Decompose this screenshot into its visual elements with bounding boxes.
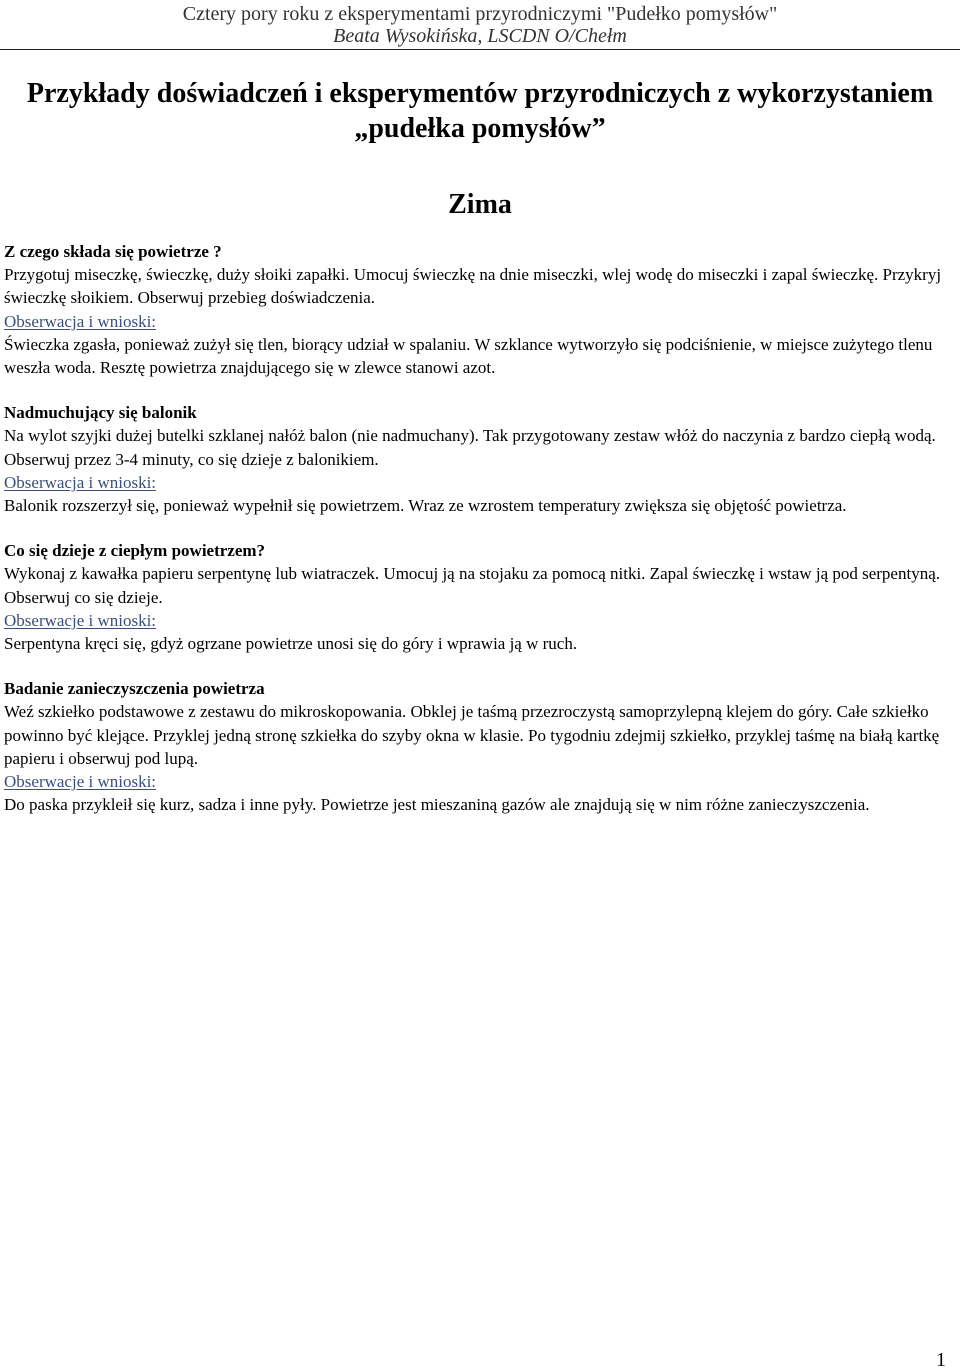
observation-label: Obserwacja i wnioski: bbox=[4, 311, 157, 331]
header-series-title: Cztery pory roku z eksperymentami przyrodniczymi "Pudełko pomysłów" bbox=[182, 3, 778, 25]
observation-text: Do paska przykleił się kurz, sadza i inne pyły. Powietrze jest mieszaniną gazów ale znajdują się w nim różne zanieczyszczenia. bbox=[4, 795, 870, 815]
header-divider bbox=[0, 49, 960, 50]
observation-label: Obserwacje i wnioski: bbox=[4, 772, 157, 792]
header-author: Beata Wysokińska, LSCDN O/Chełm bbox=[333, 25, 627, 47]
document-body bbox=[4, 240, 954, 816]
experiment-title: Z czego składa się powietrze ? bbox=[4, 242, 222, 261]
document-title bbox=[0, 76, 960, 146]
season-heading: Zima bbox=[448, 189, 512, 220]
document-title-line-1: Przykłady doświadczeń i eksperymentów przyrodniczych z wykorzystaniem bbox=[26, 78, 934, 109]
page-number: 1 bbox=[936, 1349, 946, 1371]
observation-text: Balonik rozszerzył się, ponieważ wypełnił się powietrzem. Wraz ze wzrostem temperatury zwiększa się objętość powietrza. bbox=[4, 496, 847, 516]
experiment-section bbox=[4, 240, 954, 379]
document-title-line-2: „pudełka pomysłów” bbox=[354, 113, 606, 144]
observation-text: Serpentyna kręci się, gdyż ogrzane powietrze unosi się do góry i wprawia ją w ruch. bbox=[4, 634, 578, 654]
observation-label: Obserwacja i wnioski: bbox=[4, 472, 157, 492]
experiment-title: Co się dzieje z ciepłym powietrzem? bbox=[4, 541, 266, 561]
experiment-section bbox=[4, 401, 954, 517]
experiment-instructions: Weź szkiełko podstawowe z zestawu do mikroskopowania. Obklej je taśmą przezroczystą samoprzylepną klejem do góry. Całe szkiełko powinno być klejące. Przyklej jedną stronę szkiełka do szyby okna w klasie. Po tygodniu zdejmij szkiełko, przyklej taśmę na białą kartkę papieru i obserwuj pod lupą. bbox=[4, 702, 940, 768]
experiment-title: Badanie zanieczyszczenia powietrza bbox=[4, 679, 265, 699]
experiment-section bbox=[4, 677, 954, 816]
experiment-section bbox=[4, 539, 954, 655]
experiment-instructions: Wykonaj z kawałka papieru serpentynę lub wiatraczek. Umocuj ją na stojaku za pomocą nitki. Zapal świeczkę i wstaw ją pod serpentyną. Obserwuj co się dzieje. bbox=[4, 564, 940, 607]
experiment-title: Nadmuchujący się balonik bbox=[4, 403, 197, 423]
experiment-instructions: Na wylot szyjki dużej butelki szklanej nałóż balon (nie nadmuchany). Tak przygotowany zestaw włóż do naczynia z bardzo ciepłą wodą. Obserwuj przez 3-4 minuty, co się dzieje z balonikiem. bbox=[4, 426, 936, 469]
experiment-instructions: Przygotuj miseczkę, świeczkę, duży słoiki zapałki. Umocuj świeczkę na dnie miseczki, wlej wodę do miseczki i zapal świeczkę. Przykryj świeczkę słoikiem. Obserwuj przebieg doświadczenia. bbox=[4, 265, 942, 308]
observation-label: Obserwacje i wnioski: bbox=[4, 610, 157, 630]
observation-text: Świeczka zgasła, ponieważ zużył się tlen, biorący udział w spalaniu. W szklance wytworzyło się podciśnienie, w miejsce zużytego tlenu weszła woda. Resztę powietrza znajdującego się w zlewce stanowi azot. bbox=[4, 334, 933, 378]
